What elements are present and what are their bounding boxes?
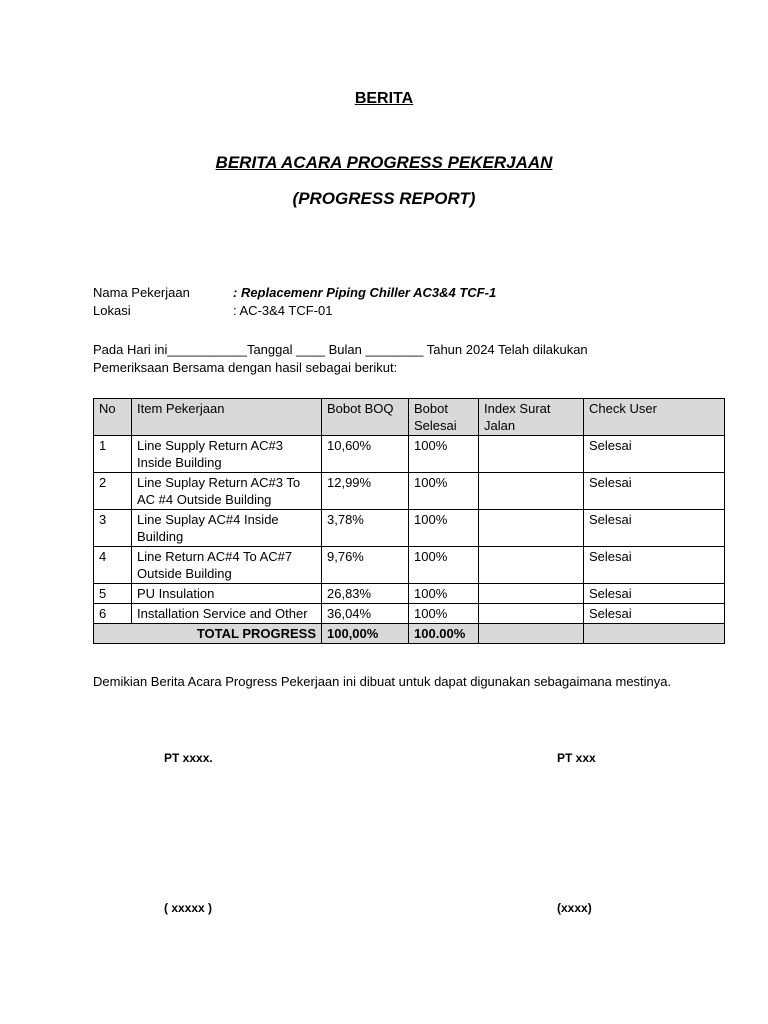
table-cell-check: Selesai xyxy=(584,604,725,624)
table-cell-boq: 12,99% xyxy=(322,473,409,510)
field-label: Lokasi xyxy=(93,303,131,318)
table-cell-index xyxy=(479,510,584,547)
table-cell-boq: 3,78% xyxy=(322,510,409,547)
table-cell-no: 6 xyxy=(94,604,132,624)
field-lokasi xyxy=(93,302,332,320)
table-cell-check: Selesai xyxy=(584,510,725,547)
table-cell-selesai: 100% xyxy=(409,604,479,624)
table-cell-index xyxy=(479,473,584,510)
table-row xyxy=(94,547,725,584)
doc-heading: BERITA xyxy=(354,90,414,107)
table-cell-no: 4 xyxy=(94,547,132,584)
table-cell-no: 2 xyxy=(94,473,132,510)
table-cell-item: Line Suplay AC#4 Inside Building xyxy=(132,510,322,547)
field-nama-pekerjaan xyxy=(93,284,496,302)
total-row xyxy=(94,624,725,644)
field-label: Nama Pekerjaan xyxy=(93,285,190,300)
table-cell-boq: 36,04% xyxy=(322,604,409,624)
signature-left-name: ( xxxxx ) xyxy=(164,901,213,915)
table-cell-item: Line Supply Return AC#3 Inside Building xyxy=(132,436,322,473)
closing-paragraph: Demikian Berita Acara Progress Pekerjaan ini dibuat untuk dapat digunakan sebagaimana mestinya. xyxy=(93,674,672,689)
signature-left-company: PT xxxx. xyxy=(164,751,213,765)
table-cell-boq: 9,76% xyxy=(322,547,409,584)
table-cell-boq: 10,60% xyxy=(322,436,409,473)
table-cell-index xyxy=(479,584,584,604)
table-cell-check: Selesai xyxy=(584,436,725,473)
table-cell-item: Line Suplay Return AC#3 To AC #4 Outside Building xyxy=(132,473,322,510)
intro-line: Pemeriksaan Bersama dengan hasil sebagai berikut: xyxy=(93,360,398,375)
table-cell-check: Selesai xyxy=(584,547,725,584)
table-cell-index xyxy=(479,436,584,473)
column-header: Bobot Selesai xyxy=(409,399,479,436)
intro-paragraph xyxy=(93,341,693,377)
table-cell-no: 5 xyxy=(94,584,132,604)
table-row xyxy=(94,510,725,547)
table-cell-no: 3 xyxy=(94,510,132,547)
table-cell-boq: 26,83% xyxy=(322,584,409,604)
column-header: Item Pekerjaan xyxy=(132,399,322,436)
signature-right-company: PT xxx xyxy=(557,751,596,765)
signature-right-name: (xxxx) xyxy=(557,901,592,915)
table-cell-item: Line Return AC#4 To AC#7 Outside Building xyxy=(132,547,322,584)
progress-table xyxy=(93,398,725,644)
table-cell-item: PU Insulation xyxy=(132,584,322,604)
table-cell-selesai: 100% xyxy=(409,510,479,547)
table-cell-selesai: 100% xyxy=(409,473,479,510)
table-row xyxy=(94,436,725,473)
table-cell-check: Selesai xyxy=(584,473,725,510)
table-cell-selesai: 100% xyxy=(409,584,479,604)
table-row xyxy=(94,584,725,604)
total-label: TOTAL PROGRESS xyxy=(94,624,322,644)
field-value: : Replacemenr Piping Chiller AC3&4 TCF-1 xyxy=(233,285,497,300)
table-cell-no: 1 xyxy=(94,436,132,473)
total-check xyxy=(584,624,725,644)
table-cell-index xyxy=(479,547,584,584)
doc-title: BERITA ACARA PROGRESS PEKERJAAN xyxy=(215,153,553,172)
table-row xyxy=(94,473,725,510)
column-header: Check User xyxy=(584,399,725,436)
total-boq: 100,00% xyxy=(322,624,409,644)
total-selesai: 100.00% xyxy=(409,624,479,644)
column-header: Bobot BOQ xyxy=(322,399,409,436)
table-cell-index xyxy=(479,604,584,624)
total-index xyxy=(479,624,584,644)
table-header-row xyxy=(94,399,725,436)
table-cell-check: Selesai xyxy=(584,584,725,604)
field-value: : AC-3&4 TCF-01 xyxy=(233,303,333,318)
intro-line: Pada Hari ini___________Tanggal ____ Bulan ________ Tahun 2024 Telah dilakukan xyxy=(93,342,588,357)
column-header: No xyxy=(94,399,132,436)
table-cell-item: Installation Service and Other xyxy=(132,604,322,624)
table-row xyxy=(94,604,725,624)
column-header: Index Surat Jalan xyxy=(479,399,584,436)
table-cell-selesai: 100% xyxy=(409,436,479,473)
table-cell-selesai: 100% xyxy=(409,547,479,584)
doc-subtitle: (PROGRESS REPORT) xyxy=(292,189,476,208)
